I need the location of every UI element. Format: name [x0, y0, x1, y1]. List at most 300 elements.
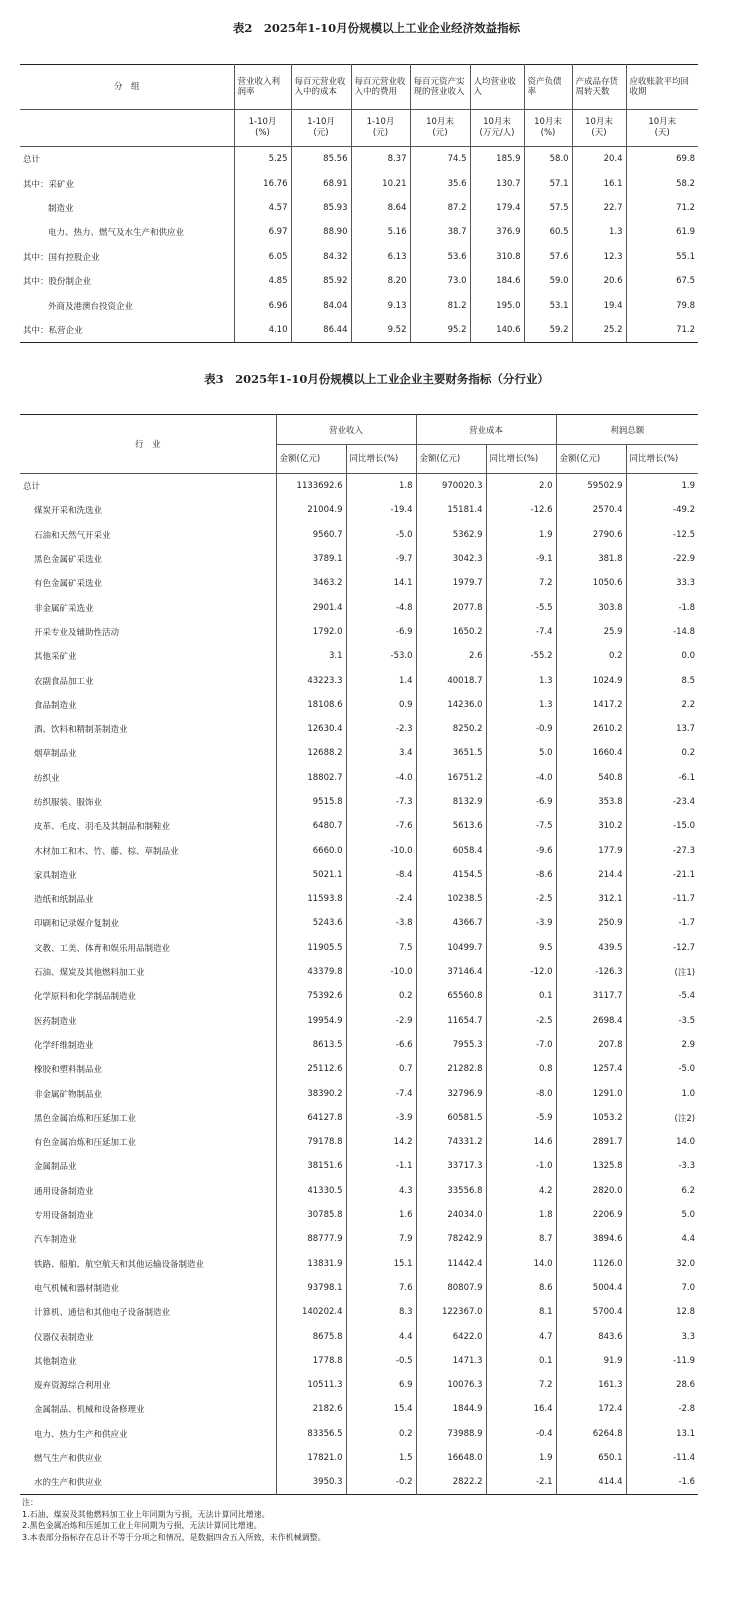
- cell-value: 30785.8: [276, 1203, 346, 1227]
- cell-value: -0.2: [346, 1470, 416, 1495]
- cell-value: 78242.9: [416, 1227, 486, 1251]
- row-label: 其他采矿业: [34, 652, 77, 663]
- cell-value: -2.1: [486, 1470, 556, 1495]
- cell-value: 6.05: [234, 245, 291, 269]
- cell-value: 67.5: [626, 269, 698, 293]
- cell-value: 85.93: [291, 196, 351, 220]
- cell-value: 381.8: [556, 547, 626, 571]
- table2-col-header: 每百元营业收入中的成本: [291, 65, 351, 110]
- cell-value: 1417.2: [556, 693, 626, 717]
- cell-value: 20.4: [572, 147, 626, 172]
- table3-financial-indicators: [20, 414, 698, 1495]
- cell-value: 161.3: [556, 1373, 626, 1397]
- cell-value: 3.4: [346, 741, 416, 765]
- row-label: 总计: [23, 482, 41, 493]
- row-label: 仪器仪表制造业: [34, 1332, 94, 1343]
- cell-value: 32796.9: [416, 1081, 486, 1105]
- table3-subheader: 金额(亿元): [556, 445, 626, 474]
- cell-value: 1.8: [346, 474, 416, 499]
- row-label: 化学纤维制造业: [34, 1040, 94, 1051]
- cell-value: 61.9: [626, 220, 698, 244]
- cell-value: 13.7: [626, 717, 698, 741]
- cell-value: 25112.6: [276, 1057, 346, 1081]
- cell-value: 57.5: [524, 196, 572, 220]
- cell-value: 2.6: [416, 644, 486, 668]
- cell-value: 6.9: [346, 1373, 416, 1397]
- cell-value: 57.6: [524, 245, 572, 269]
- cell-value: 10511.3: [276, 1373, 346, 1397]
- row-label: 专用设备制造业: [34, 1211, 94, 1222]
- cell-value: 6.2: [626, 1179, 698, 1203]
- cell-value: 6480.7: [276, 814, 346, 838]
- table3-subheader: 同比增长(%): [346, 445, 416, 474]
- cell-value: -6.9: [346, 620, 416, 644]
- cell-value: 40018.7: [416, 668, 486, 692]
- cell-value: 3117.7: [556, 984, 626, 1008]
- row-label: 制造业: [48, 203, 74, 214]
- row-label: 食品制造业: [34, 700, 77, 711]
- table2-col-unit-label: (%): [540, 128, 556, 138]
- cell-value: 37146.4: [416, 960, 486, 984]
- table2-col-unit: [572, 110, 626, 147]
- cell-value: 8.37: [351, 147, 410, 172]
- table2-col-period: 10月末: [426, 117, 454, 127]
- cell-value: 1.0: [626, 1081, 698, 1105]
- table-row: [20, 1057, 698, 1081]
- cell-value: -0.9: [486, 717, 556, 741]
- table2-col-unit-label: (天): [654, 128, 670, 138]
- cell-value: 3.1: [276, 644, 346, 668]
- cell-value: 214.4: [556, 863, 626, 887]
- row-label: 计算机、通信和其他电子设备制造业: [34, 1308, 171, 1319]
- table-row: [20, 1154, 698, 1178]
- table-row: [20, 318, 698, 343]
- cell-value: 2570.4: [556, 498, 626, 522]
- cell-value: 172.4: [556, 1397, 626, 1421]
- cell-value: 6.96: [234, 293, 291, 317]
- cell-value: 87.2: [410, 196, 470, 220]
- row-label: 纺织业: [34, 773, 60, 784]
- row-label: 非金属矿采选业: [34, 603, 94, 614]
- table-row: [20, 1373, 698, 1397]
- cell-value: 9560.7: [276, 523, 346, 547]
- row-label: 汽车制造业: [34, 1235, 77, 1246]
- cell-value: -4.0: [486, 766, 556, 790]
- cell-value: 2206.9: [556, 1203, 626, 1227]
- cell-value: 11654.7: [416, 1009, 486, 1033]
- table2-group-header: 分 组: [20, 65, 234, 110]
- cell-value: (注2): [626, 1106, 698, 1130]
- cell-value: 10076.3: [416, 1373, 486, 1397]
- cell-value: -3.9: [346, 1106, 416, 1130]
- cell-value: 60.5: [524, 220, 572, 244]
- cell-value: 84.32: [291, 245, 351, 269]
- cell-value: 1.3: [486, 693, 556, 717]
- cell-value: 312.1: [556, 887, 626, 911]
- table-row: [20, 1252, 698, 1276]
- cell-value: -1.6: [626, 1470, 698, 1495]
- cell-value: -12.0: [486, 960, 556, 984]
- cell-value: 6058.4: [416, 838, 486, 862]
- footnote-line: 3.本表部分指标存在总计不等于分项之和情况，是数据四舍五入所致，未作机械调整。: [22, 1532, 326, 1542]
- cell-value: 1471.3: [416, 1349, 486, 1373]
- cell-value: 8.6: [486, 1276, 556, 1300]
- cell-value: 179.4: [470, 196, 524, 220]
- cell-value: 1778.8: [276, 1349, 346, 1373]
- cell-value: 1792.0: [276, 620, 346, 644]
- table-row: [20, 1324, 698, 1348]
- table3-subheader: 同比增长(%): [626, 445, 698, 474]
- table2-col-period: 10月末: [585, 117, 613, 127]
- cell-value: 11905.5: [276, 936, 346, 960]
- cell-value: 2.2: [626, 693, 698, 717]
- cell-value: 843.6: [556, 1324, 626, 1348]
- cell-value: 3894.6: [556, 1227, 626, 1251]
- cell-value: 60581.5: [416, 1106, 486, 1130]
- cell-value: -49.2: [626, 498, 698, 522]
- row-label: 铁路、船舶、航空航天和其他运输设备制造业: [34, 1259, 205, 1270]
- cell-value: 4366.7: [416, 911, 486, 935]
- cell-value: 4.10: [234, 318, 291, 343]
- table-row: [20, 838, 698, 862]
- table-row: [20, 269, 698, 293]
- cell-value: -8.0: [486, 1081, 556, 1105]
- cell-value: 439.5: [556, 936, 626, 960]
- cell-value: 0.1: [486, 984, 556, 1008]
- row-label: 石油和天然气开采业: [34, 530, 111, 541]
- cell-value: 43379.8: [276, 960, 346, 984]
- cell-value: -6.6: [346, 1033, 416, 1057]
- cell-value: -5.5: [486, 595, 556, 619]
- cell-value: 16.1: [572, 171, 626, 195]
- cell-value: 414.4: [556, 1470, 626, 1495]
- cell-value: 14.2: [346, 1130, 416, 1154]
- cell-value: 16.4: [486, 1397, 556, 1421]
- cell-value: 79.8: [626, 293, 698, 317]
- cell-value: 53.1: [524, 293, 572, 317]
- table2-col-unit: [291, 110, 351, 147]
- cell-value: 0.8: [486, 1057, 556, 1081]
- cell-value: -4.0: [346, 766, 416, 790]
- cell-value: 2891.7: [556, 1130, 626, 1154]
- cell-value: 88.90: [291, 220, 351, 244]
- cell-value: 0.2: [626, 741, 698, 765]
- cell-value: 85.92: [291, 269, 351, 293]
- table-row: [20, 1130, 698, 1154]
- cell-value: -8.4: [346, 863, 416, 887]
- table2-col-header: 营业收入利润率: [234, 65, 291, 110]
- cell-value: 8.1: [486, 1300, 556, 1324]
- cell-value: 5362.9: [416, 523, 486, 547]
- cell-value: 24034.0: [416, 1203, 486, 1227]
- row-label: 橡胶和塑料制品业: [34, 1065, 103, 1076]
- cell-value: 19.4: [572, 293, 626, 317]
- table-row: [20, 814, 698, 838]
- cell-value: 0.2: [346, 1422, 416, 1446]
- table-row: [20, 147, 698, 172]
- table-row: [20, 498, 698, 522]
- row-label: 电力、热力生产和供应业: [34, 1429, 128, 1440]
- cell-value: 353.8: [556, 790, 626, 814]
- table2-col-unit-label: (元): [432, 128, 448, 138]
- row-label: 电气机械和器材制造业: [34, 1283, 120, 1294]
- cell-value: 74.5: [410, 147, 470, 172]
- cell-value: 88777.9: [276, 1227, 346, 1251]
- cell-value: 1291.0: [556, 1081, 626, 1105]
- table-row: [20, 693, 698, 717]
- cell-value: 1.9: [626, 474, 698, 499]
- table3-group-header: 营业成本: [416, 415, 556, 445]
- cell-value: 1.8: [486, 1203, 556, 1227]
- table2-col-period: 10月末: [534, 117, 562, 127]
- table2-col-period: 10月末: [483, 117, 511, 127]
- table2-col-unit: [470, 110, 524, 147]
- cell-value: -7.4: [346, 1081, 416, 1105]
- table-row: [20, 595, 698, 619]
- cell-value: -55.2: [486, 644, 556, 668]
- cell-value: 11593.8: [276, 887, 346, 911]
- cell-value: 84.04: [291, 293, 351, 317]
- cell-value: 4.2: [486, 1179, 556, 1203]
- row-label: 其中：私营企业: [23, 325, 83, 336]
- cell-value: 93798.1: [276, 1276, 346, 1300]
- table2-col-header: 每百元营业收入中的费用: [351, 65, 410, 110]
- cell-value: 59.2: [524, 318, 572, 343]
- cell-value: 1.9: [486, 523, 556, 547]
- cell-value: -10.0: [346, 960, 416, 984]
- cell-value: 74331.2: [416, 1130, 486, 1154]
- cell-value: -1.0: [486, 1154, 556, 1178]
- cell-value: 25.9: [556, 620, 626, 644]
- cell-value: -1.8: [626, 595, 698, 619]
- cell-value: 81.2: [410, 293, 470, 317]
- footnote-line: 1.石油、煤炭及其他燃料加工业上年同期为亏损，无法计算同比增速。: [22, 1509, 270, 1519]
- cell-value: 8.5: [626, 668, 698, 692]
- table3-subheader: 同比增长(%): [486, 445, 556, 474]
- table-row: [20, 245, 698, 269]
- cell-value: 1257.4: [556, 1057, 626, 1081]
- cell-value: 43223.3: [276, 668, 346, 692]
- cell-value: -126.3: [556, 960, 626, 984]
- cell-value: 5004.4: [556, 1276, 626, 1300]
- table-row: [20, 960, 698, 984]
- cell-value: 59502.9: [556, 474, 626, 499]
- cell-value: 55.1: [626, 245, 698, 269]
- cell-value: 2698.4: [556, 1009, 626, 1033]
- cell-value: 9.52: [351, 318, 410, 343]
- cell-value: 32.0: [626, 1252, 698, 1276]
- cell-value: 3463.2: [276, 571, 346, 595]
- cell-value: -0.5: [346, 1349, 416, 1373]
- table-row: [20, 1276, 698, 1300]
- cell-value: 7955.3: [416, 1033, 486, 1057]
- footnote-line: 2.黑色金属冶炼和压延加工业上年同期为亏损，无法计算同比增速。: [22, 1521, 262, 1530]
- row-label: 黑色金属冶炼和压延加工业: [34, 1113, 137, 1124]
- cell-value: 7.2: [486, 1373, 556, 1397]
- row-label: 其中：采矿业: [23, 179, 75, 190]
- table2-col-header: 资产负债率: [524, 65, 572, 110]
- cell-value: 8.7: [486, 1227, 556, 1251]
- cell-value: 17821.0: [276, 1446, 346, 1470]
- cell-value: 59.0: [524, 269, 572, 293]
- cell-value: 4154.5: [416, 863, 486, 887]
- table2-col-header: 人均营业收入: [470, 65, 524, 110]
- table2-col-header: 应收账款平均回收期: [626, 65, 698, 110]
- cell-value: 0.2: [556, 644, 626, 668]
- table2-col-unit: [410, 110, 470, 147]
- cell-value: 8.3: [346, 1300, 416, 1324]
- table2-body: [20, 147, 698, 343]
- cell-value: 10499.7: [416, 936, 486, 960]
- table-row: [20, 1300, 698, 1324]
- cell-value: 7.5: [346, 936, 416, 960]
- cell-value: 3789.1: [276, 547, 346, 571]
- cell-value: 10238.5: [416, 887, 486, 911]
- cell-value: 8132.9: [416, 790, 486, 814]
- table-row: [20, 1203, 698, 1227]
- table3-group-header: 利润总额: [556, 415, 698, 445]
- cell-value: 970020.3: [416, 474, 486, 499]
- table2-col-unit-label: (%): [255, 128, 270, 138]
- cell-value: 2822.2: [416, 1470, 486, 1495]
- cell-value: 33.3: [626, 571, 698, 595]
- cell-value: -7.0: [486, 1033, 556, 1057]
- cell-value: 83356.5: [276, 1422, 346, 1446]
- cell-value: 9.5: [486, 936, 556, 960]
- table2-col-period: 10月末: [648, 117, 677, 127]
- table-row: [20, 1106, 698, 1130]
- cell-value: 14236.0: [416, 693, 486, 717]
- table3-group-header: 营业收入: [276, 415, 416, 445]
- table2-economic-efficiency: [20, 64, 698, 343]
- cell-value: 12.8: [626, 1300, 698, 1324]
- cell-value: -10.0: [346, 838, 416, 862]
- row-label: 水的生产和供应业: [34, 1478, 103, 1489]
- cell-value: -3.3: [626, 1154, 698, 1178]
- cell-value: 0.9: [346, 693, 416, 717]
- cell-value: -9.6: [486, 838, 556, 862]
- table2-col-unit: [626, 110, 698, 147]
- cell-value: 650.1: [556, 1446, 626, 1470]
- table2-units-spacer: [20, 110, 234, 147]
- row-label: 石油、煤炭及其他燃料加工业: [34, 968, 145, 979]
- table2-col-period: 1-10月: [307, 117, 335, 127]
- cell-value: 1.4: [346, 668, 416, 692]
- cell-value: -23.4: [626, 790, 698, 814]
- cell-value: -1.1: [346, 1154, 416, 1178]
- cell-value: 9515.8: [276, 790, 346, 814]
- cell-value: 1650.2: [416, 620, 486, 644]
- table-row: [20, 644, 698, 668]
- cell-value: -27.3: [626, 838, 698, 862]
- table-row: [20, 717, 698, 741]
- cell-value: 310.2: [556, 814, 626, 838]
- table2-col-period: 1-10月: [366, 117, 395, 127]
- cell-value: -12.5: [626, 523, 698, 547]
- cell-value: 4.3: [346, 1179, 416, 1203]
- table-row: [20, 1033, 698, 1057]
- cell-value: 65560.8: [416, 984, 486, 1008]
- row-label: 开采专业及辅助性活动: [34, 627, 120, 638]
- table3-header-row: [20, 415, 698, 445]
- row-label: 造纸和纸制品业: [34, 895, 94, 906]
- cell-value: 122367.0: [416, 1300, 486, 1324]
- cell-value: -6.9: [486, 790, 556, 814]
- row-label: 有色金属冶炼和压延加工业: [34, 1138, 137, 1149]
- cell-value: 4.7: [486, 1324, 556, 1348]
- cell-value: -3.8: [346, 911, 416, 935]
- cell-value: 14.0: [486, 1252, 556, 1276]
- cell-value: 2610.2: [556, 717, 626, 741]
- cell-value: 5.0: [486, 741, 556, 765]
- row-label: 农副食品加工业: [34, 676, 94, 687]
- table-row: [20, 620, 698, 644]
- cell-value: 16648.0: [416, 1446, 486, 1470]
- cell-value: -12.7: [626, 936, 698, 960]
- table2-col-header: 每百元资产实现的营业收入: [410, 65, 470, 110]
- cell-value: -9.7: [346, 547, 416, 571]
- footnote-line: 注：: [22, 1498, 38, 1507]
- table2-col-period: 1-10月: [248, 117, 277, 127]
- cell-value: -2.5: [486, 887, 556, 911]
- cell-value: 15181.4: [416, 498, 486, 522]
- cell-value: 11442.4: [416, 1252, 486, 1276]
- cell-value: 184.6: [470, 269, 524, 293]
- cell-value: 0.0: [626, 644, 698, 668]
- cell-value: -5.9: [486, 1106, 556, 1130]
- cell-value: 14.6: [486, 1130, 556, 1154]
- cell-value: 8.64: [351, 196, 410, 220]
- cell-value: 4.4: [626, 1227, 698, 1251]
- cell-value: 1024.9: [556, 668, 626, 692]
- row-label: 总计: [23, 155, 41, 166]
- row-label: 通用设备制造业: [34, 1186, 94, 1197]
- cell-value: 6.13: [351, 245, 410, 269]
- cell-value: 1660.4: [556, 741, 626, 765]
- cell-value: 1.5: [346, 1446, 416, 1470]
- cell-value: 14.0: [626, 1130, 698, 1154]
- row-label: 烟草制品业: [34, 749, 77, 760]
- cell-value: 79178.8: [276, 1130, 346, 1154]
- row-label: 外商及港澳台投资企业: [48, 301, 134, 312]
- cell-value: 80807.9: [416, 1276, 486, 1300]
- table2-col-unit-label: (天): [591, 128, 607, 138]
- cell-value: 540.8: [556, 766, 626, 790]
- row-label: 非金属矿物制品业: [34, 1089, 103, 1100]
- cell-value: (注1): [626, 960, 698, 984]
- table-row: [20, 1081, 698, 1105]
- cell-value: 2077.8: [416, 595, 486, 619]
- cell-value: 12630.4: [276, 717, 346, 741]
- table-row: [20, 911, 698, 935]
- cell-value: -7.4: [486, 620, 556, 644]
- cell-value: 58.2: [626, 171, 698, 195]
- cell-value: 8250.2: [416, 717, 486, 741]
- cell-value: 21282.8: [416, 1057, 486, 1081]
- cell-value: -2.3: [346, 717, 416, 741]
- table-row: [20, 1227, 698, 1251]
- cell-value: 1.9: [486, 1446, 556, 1470]
- cell-value: 1050.6: [556, 571, 626, 595]
- row-label: 金属制品、机械和设备修理业: [34, 1405, 145, 1416]
- cell-value: 22.7: [572, 196, 626, 220]
- table3-industry-header: 行 业: [20, 415, 276, 474]
- row-label: 印刷和记录媒介复制业: [34, 919, 120, 930]
- table2-col-unit: [234, 110, 291, 147]
- cell-value: 177.9: [556, 838, 626, 862]
- cell-value: -5.4: [626, 984, 698, 1008]
- table-row: [20, 741, 698, 765]
